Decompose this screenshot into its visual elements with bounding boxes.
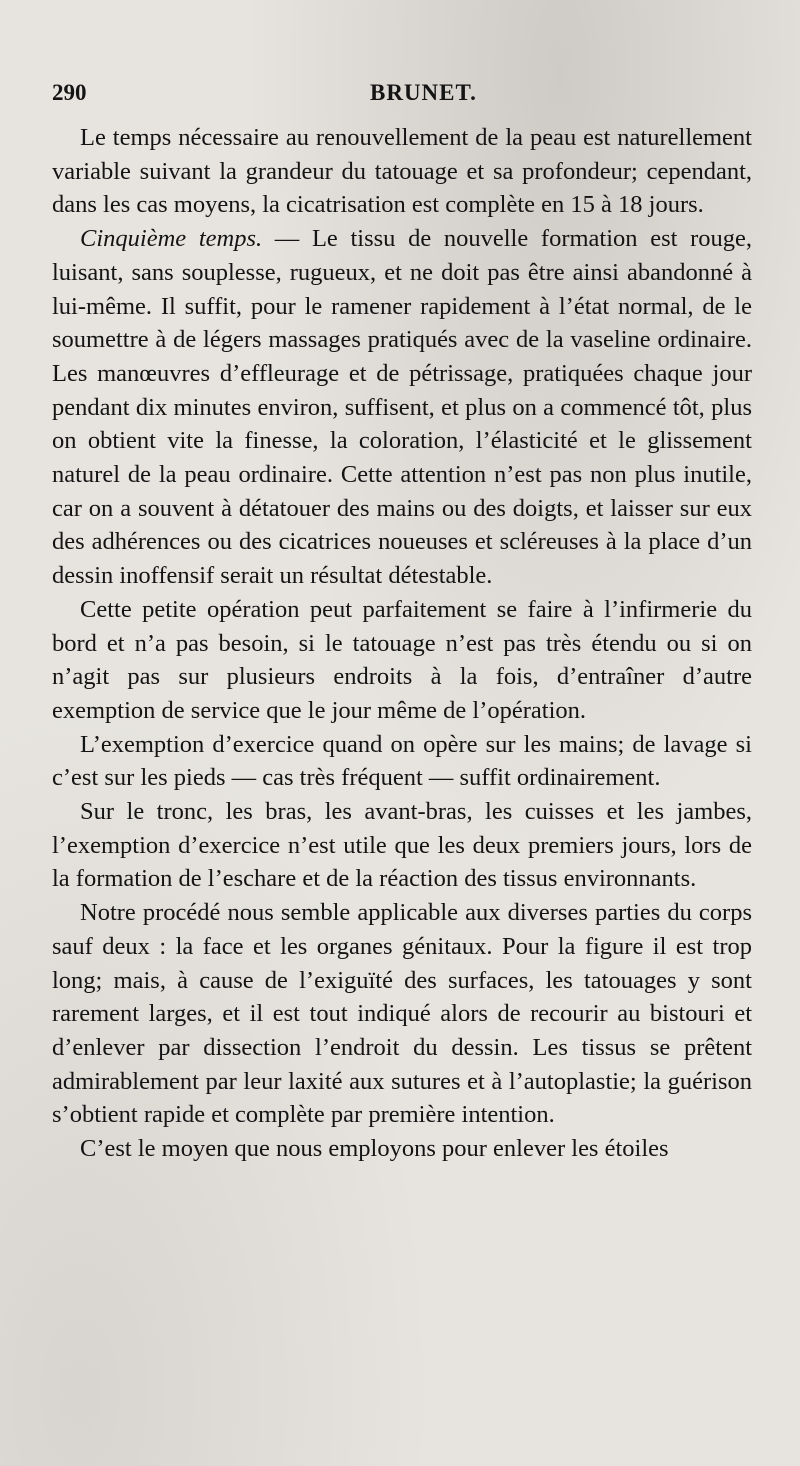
paragraph-text: C’est le moyen que nous employons pour enlever les étoiles xyxy=(80,1135,669,1163)
paragraph-text: Cette petite opération peut parfaitement se faire à l’infirmerie du bord et n’a pas besoin, si le tatouage n’est pas très étendu ou si on n’agit pas sur plusieurs endroits à la fois, d’entraîner d’autre exemption de service que le jour même de l’opération. xyxy=(52,595,752,724)
page-number: 290 xyxy=(52,80,87,105)
paragraph xyxy=(52,593,752,728)
paragraph-text: Le temps nécessaire au renouvellement de la peau est naturellement variable suivant la grandeur du tatouage et sa profondeur; cependant, dans les cas moyens, la cicatrisation est complète en 15 à 18 jours. xyxy=(52,124,752,219)
running-head: BRUNET. xyxy=(370,80,477,105)
paragraph xyxy=(52,795,752,896)
paragraph-text: Notre procédé nous semble applicable aux diverses parties du corps sauf deux : la face et les organes génitaux. Pour la figure il est trop long; mais, à cause de l’exiguïté des surfaces, les tatouages y sont rarement larges, et il est tout indiqué alors de recourir au bistouri et d’enlever par dissection l’endroit du dessin. Les tissus se prêtent admirablement par leur laxité aux sutures et à l’autoplastie; la guérison s’obtient rapide et complète par première intention. xyxy=(52,899,752,1129)
page-header xyxy=(52,80,752,110)
paragraph xyxy=(52,121,752,222)
body-text xyxy=(52,121,752,1166)
paragraph xyxy=(52,896,752,1132)
paragraph xyxy=(52,728,752,795)
paragraph-text: Sur le tronc, les bras, les avant-bras, les cuisses et les jambes, l’exemption d’exercice n’est utile que les deux premiers jours, lors de la formation de l’eschare et de la réaction des tissus environnants. xyxy=(52,798,752,893)
paragraph xyxy=(52,1132,752,1166)
section-label: Cinquième temps. xyxy=(80,225,263,253)
paragraph xyxy=(52,222,752,593)
paragraph-text: — Le tissu de nouvelle formation est rouge, luisant, sans souplesse, rugueux, et ne doit pas être ainsi abandonné à lui-même. Il suffit, pour le ramener rapidement à l’état normal, de le soumettre à de légers massages pratiqués avec de la vaseline ordinaire. Les manœuvres d’effleurage et de pétrissage, pratiquées chaque jour pendant dix minutes environ, suffisent, et plus on a commencé tôt, plus on obtient vite la finesse, la coloration, l’élasticité et le glissement naturel de la peau ordinaire. Cette attention n’est pas non plus inutile, car on a souvent à détatouer des mains ou des doigts, et laisser sur eux des adhérences ou des cicatrices noueuses et scléreuses à la place d’un dessin inoffensif serait un résultat détestable. xyxy=(52,225,752,590)
paragraph-text: L’exemption d’exercice quand on opère sur les mains; de lavage si c’est sur les pieds — cas très fréquent — suffit ordinairement. xyxy=(52,730,752,792)
